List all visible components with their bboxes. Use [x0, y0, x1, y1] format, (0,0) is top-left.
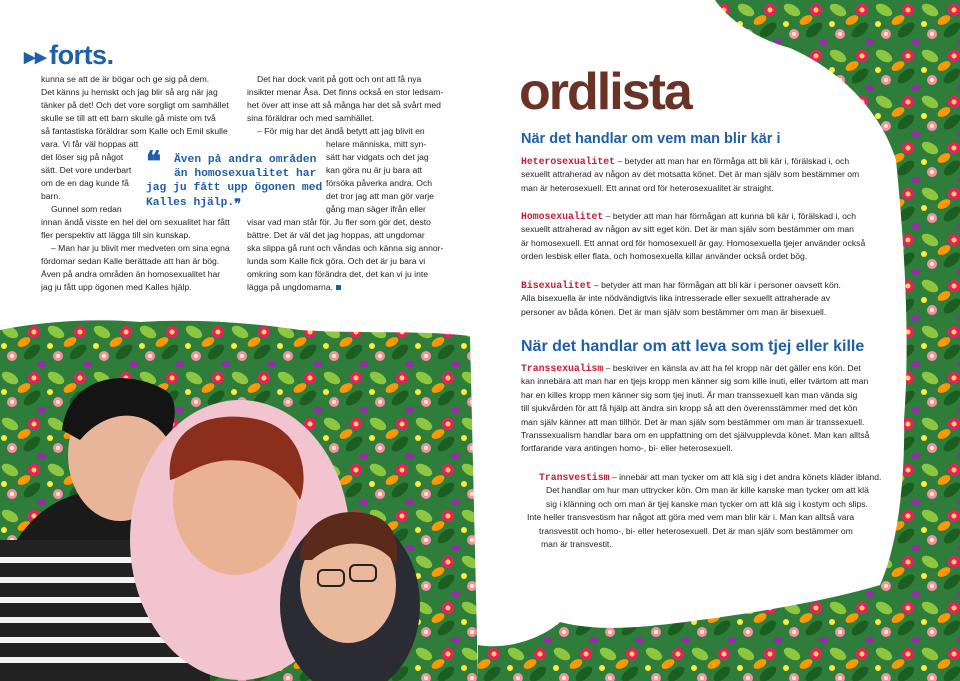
text-line: visar vad man står för. Ju fler som gör det, desto [247, 217, 431, 227]
glossary-term: Bisexualitet [521, 280, 592, 291]
definition-text: personer av båda könen. Det är man själv som bestämmer om man är bisexuell. [521, 306, 827, 317]
text-line: vara. Vi får väl hoppas att [41, 139, 139, 149]
text-line: gång man säger ifrån eller [326, 204, 426, 214]
glossary-term: Homosexualitet [521, 211, 604, 222]
text-line: sätt har vidgats och det jag [326, 152, 429, 162]
definition-text: Det handlar om hur man uttrycker kön. Om man är kille kanske man tycker om att klä [546, 485, 869, 496]
glossary-bisexualitet [521, 279, 841, 319]
definition-text: – beskriver en känsla av att ha fel kropp när det gäller ens kön. Det [603, 363, 861, 373]
definition-text: – innebär att man tycker om att klä sig i det andra könets kläder ibland. [609, 472, 882, 482]
definition-text: sexuellt attraherad av någon av sitt eget kön. Det är man själv som bestämmer om man [521, 224, 854, 235]
definition-text: Transsexualism handlar bara om en uppfattning om det självupplevda könet. Man kan alltså [521, 429, 870, 440]
text-line: barn. [41, 191, 61, 201]
definition-text: transvestit och homo-, bi- eller heterosexuell. Det är man själv som bestämmer om [539, 525, 853, 536]
quote-line: jag ju fått upp ögonen med [146, 182, 323, 195]
definition-text: är homosexuell. Ett annat ord för homosexuell är gay. Homosexuella tjejer använder också [521, 237, 866, 248]
double-arrow-icon: ▶▶ [24, 48, 47, 66]
glossary-term: Transsexualism [521, 363, 604, 374]
quote-line: än homosexualitet har [174, 168, 317, 181]
definition-text: fortfarande vara antingen homo-, bi- eller heterosexuell. [521, 443, 733, 454]
text-line: fler perspektiv att lägga till sin kunskap. [41, 230, 191, 240]
text-line: sina föräldrar och med samhället. [247, 113, 375, 123]
close-quote-icon: ❞ [234, 195, 242, 211]
text-line: lunda som Kalle fick göra. Och det är ju bara vi [247, 256, 426, 266]
text-line: kan göra nu är ju bara att [326, 165, 423, 175]
text-line: fördomar sedan Kalle berättade att han är bög. [41, 256, 220, 266]
text-line: kunna se att de är bögar och ge sig på dem. [41, 74, 210, 84]
glossary-term: Heterosexualitet [521, 156, 616, 167]
definition-text: till sjukvården för att få hjälp att ändra sin kropp så att den överensstämmer med det kön [521, 403, 858, 414]
glossary-homosexualitet [521, 210, 865, 264]
definition-text: har en killes kropp men känner sig som tjej inuti. Är man transsexuell kan man vända sig [521, 389, 858, 400]
pull-quote [146, 147, 323, 211]
text-line: jag ju fått upp ögonen med Kalles hjälp. [41, 282, 192, 292]
quote-line: Även på andra områden [174, 154, 317, 166]
glossary-transsexualism [521, 362, 869, 456]
continued-heading: ▶▶ forts. [24, 40, 114, 70]
glossary-transvestism [527, 471, 881, 551]
definition-text: Alla bisexuella är inte nödvändigtvis lika intresserade eller sexuellt attraherade av [521, 293, 831, 304]
text-line: försöka påverka andra. Och [326, 178, 433, 188]
definition-text: – betyder att man har en förmåga att bli kär i, förälskad i, och [615, 156, 850, 166]
text-line: helare människa, mitt syn- [326, 139, 427, 149]
text-line: omkring som kan förändra det, det kan vi ju inte [247, 269, 429, 279]
glossary-heterosexualitet [521, 155, 859, 195]
definition-text: sexuellt attraherad av någon av det motsatta könet. Det är man själv som bestämmer om [521, 169, 860, 180]
definition-text: man själv känner att man tillhör. Det är man själv som bestämmer om man är transsexuell. [521, 416, 865, 427]
end-mark-icon [336, 285, 341, 290]
definition-text: man är heterosexuell. Ett annat ord för heterosexualitet är straight. [521, 182, 774, 193]
text-line: insikter menar Åsa. Det finns också en stor ledsam- [247, 87, 444, 97]
text-line: tänker på det! Och det vore sorgligt om samhället [41, 100, 229, 110]
section-heading-love: När det handlar om vem man blir kär i [521, 131, 781, 147]
text-line: sätt. Det vore underbart [41, 165, 132, 175]
text-line: ska slippa gå runt och våndas och känna sig annor- [247, 243, 444, 253]
definition-text: man är transvestit. [541, 538, 612, 549]
text-line: skulle se till att ett barn skulle gå miste om två [41, 113, 216, 123]
definition-text: kan innebära att man har en tjejs kropp men känner sig som kille inuti, eller tvärtom att man [521, 376, 869, 387]
text-line: så fantastiska föräldrar som Kalle och Emil skulle [41, 126, 228, 136]
definition-text: – betyder att man har förmågan att kunna bli kär i, förälskad i, och [603, 211, 857, 221]
text-line: Det har dock varit på gott och ont att få nya [257, 74, 422, 84]
text-line: det löser sig på något [41, 152, 124, 162]
definition-text: – betyder att man har förmågan att bli kär i personer oavsett kön. [591, 280, 841, 290]
text-line: innan ändå visste en hel del om sexualitet har fått [41, 217, 230, 227]
open-quote-icon: ❝ [146, 147, 162, 178]
definition-text: sig i klänning och om man är tjej kanske man tycker om att klä sig i kostym och slips. [546, 498, 868, 509]
text-line: om de en dag kunde få [41, 178, 129, 188]
text-line: lägga på ungdomarna. [247, 281, 443, 294]
section-heading-gender: När det handlar om att leva som tjej eller kille [521, 338, 865, 355]
text-line: Det känns ju hemskt och jag blir så arg när jag [41, 87, 218, 97]
text-line: bättre. Det är väl det jag hoppas, att ungdomar [247, 230, 425, 240]
text-line: Även på andra områden än homosexualitet har [41, 269, 221, 279]
text-line: Gunnel som redan [51, 204, 122, 214]
page-title: ordlista [519, 63, 691, 121]
text-line: det tror jag att man gör varje [326, 191, 434, 201]
definition-text: Inte heller transvestism har något att göra med vem man blir kär i. Man kan alltså vara [527, 512, 855, 523]
definition-text: orden lesbisk eller flata, och homosexuella killar använder också ordet bög. [521, 251, 808, 262]
text-line: – Man har ju blivit mer medveten om sina egna [51, 243, 230, 253]
text-line: het över att inse att så många har det så svårt med [247, 100, 441, 110]
glossary-term: Transvestism [539, 472, 610, 483]
text-line: – För mig har det ändå betytt att jag blivit en [257, 126, 425, 136]
quote-line: Kalles hjälp.❞ [146, 195, 242, 211]
